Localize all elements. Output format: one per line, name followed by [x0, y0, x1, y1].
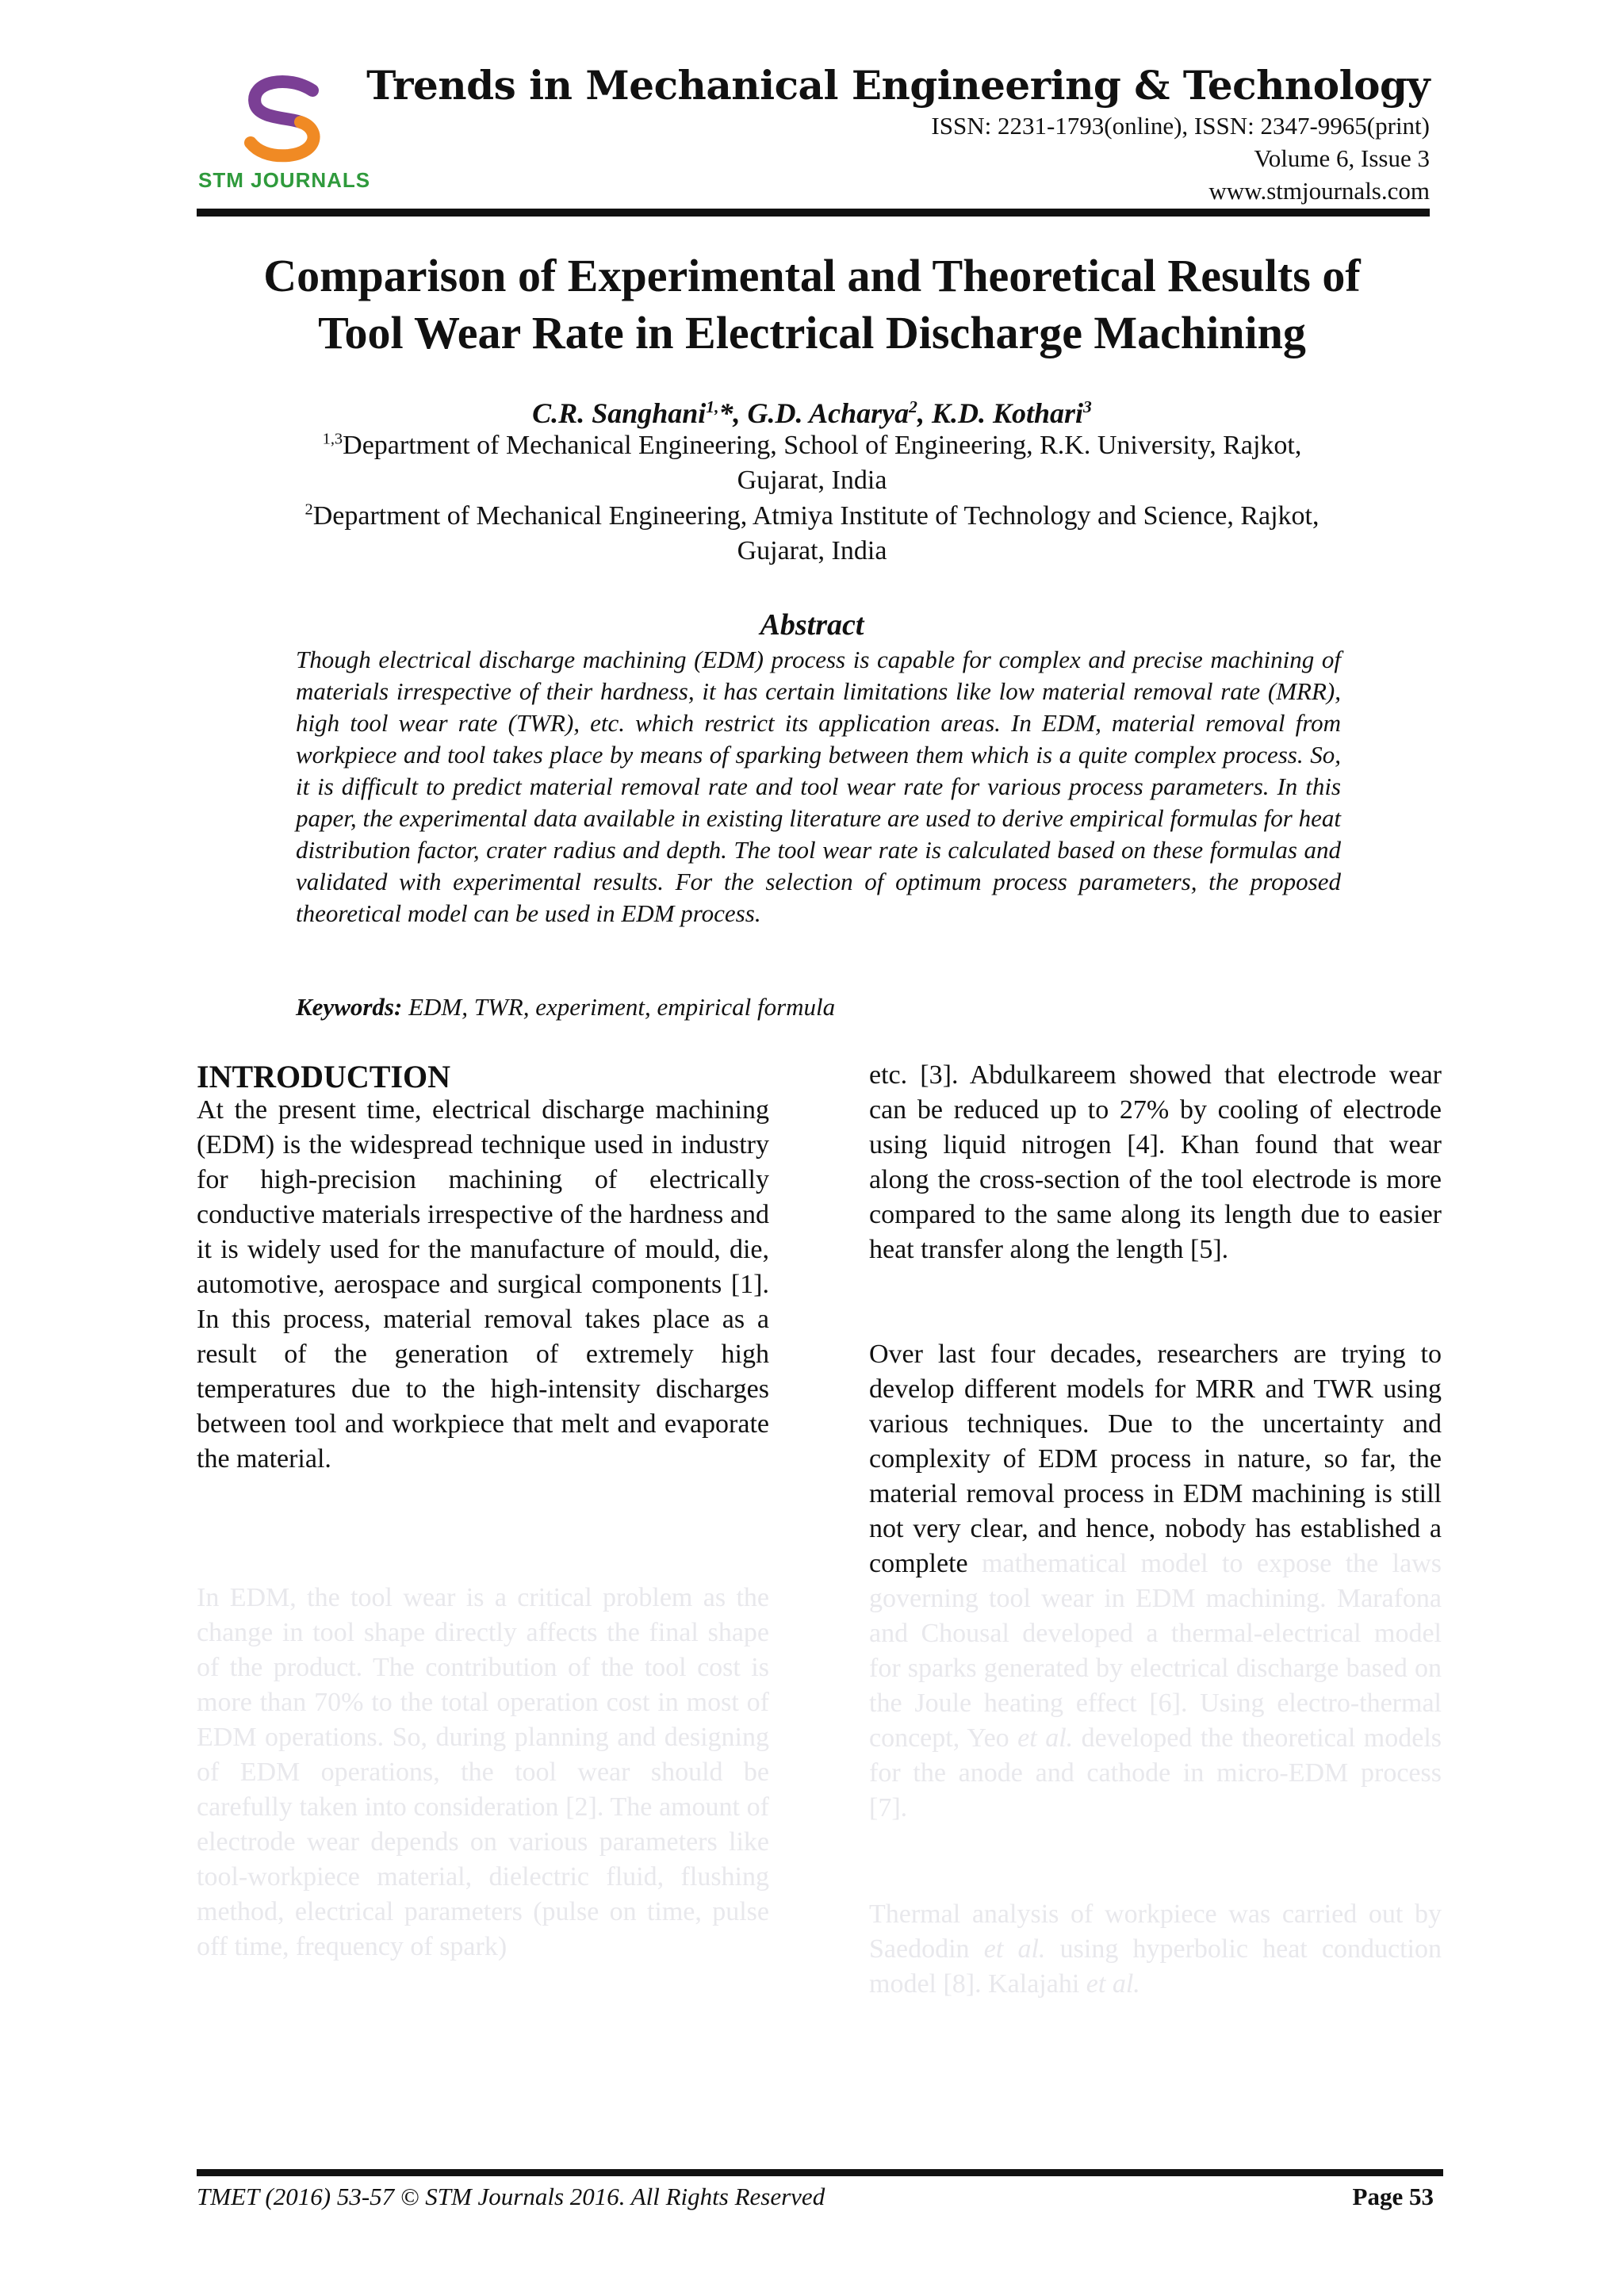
- author-3: , K.D. Kothari: [917, 397, 1084, 429]
- paper-title: [159, 247, 1465, 362]
- affiliation-1: [159, 428, 1465, 498]
- stm-logo-icon: [193, 73, 384, 168]
- section-heading-introduction: INTRODUCTION: [197, 1059, 451, 1094]
- author-2: G.D. Acharya: [747, 397, 910, 429]
- title-line-2: Tool Wear Rate in Electrical Discharge Machining: [318, 307, 1306, 358]
- affiliation-2: [159, 499, 1465, 569]
- journal-meta: [931, 109, 1430, 207]
- author-3-affil: 3: [1083, 397, 1092, 416]
- abstract-heading: Abstract: [760, 608, 864, 642]
- logo-text: STM JOURNALS: [198, 168, 371, 192]
- issn: ISSN: 2231-1793(online), ISSN: 2347-9965(print): [931, 112, 1430, 140]
- affiliation-2-sup: 2: [304, 500, 313, 519]
- author-2-affil: 2: [909, 397, 917, 416]
- right-paragraph-2-visible: Over last four decades, researchers are trying to develop different models for MRR and TWR using various techniques. Due to the uncertainty and complexity of EDM process in nature, so far, the material removal process in EDM machining is still not very clear, and hence, nobody has established a complete: [869, 1340, 1442, 1578]
- page-number: Page 53: [1352, 2183, 1434, 2210]
- abstract-text: Though electrical discharge machining (EDM) process is capable for complex and precise machining of materials irrespective of their hardness, it has certain limitations like low material removal rate (MRR), high tool wear rate (TWR), etc. which restrict its application areas. In EDM, material removal from workpiece and tool takes place by means of sparking between them which is a quite complex process. So, it is difficult to predict material removal rate and tool wear rate for various process parameters. In this paper, the experimental data available in existing literature are used to derive empirical formulas for heat distribution factor, crater radius and depth. The tool wear rate is calculated based on these formulas and validated with experimental results. For the selection of optimum process parameters, the proposed theoretical model can be used in EDM process.: [296, 646, 1341, 927]
- keywords-label: Keywords:: [296, 993, 403, 1021]
- footer-citation: TMET (2016) 53-57 © STM Journals 2016. All Rights Reserved: [197, 2183, 825, 2210]
- right-paragraph-2-faded: mathematical model to expose the laws governing tool wear in EDM machining. Marafona and Chousal developed a thermal-electrical model for sparks generated by electrical discharge based on the Joule heating effect [6]. Using electro-thermal concept, Yeo: [869, 1549, 1442, 1753]
- right-paragraph-2-end: developed the theoretical models for the anode and cathode in micro-EDM process [7].: [869, 1723, 1442, 1823]
- affiliation-1-sup: 1,3: [322, 430, 343, 448]
- right-paragraph-3-etal: et al.: [983, 1934, 1046, 1964]
- author-1-affil: 1,: [706, 397, 719, 416]
- journal-title: Trends in Mechanical Engineering & Technology: [366, 62, 1430, 109]
- right-paragraph-2: [869, 1337, 1442, 1826]
- right-paragraph-3-a: Thermal analysis of workpiece was carried out by Saedodin: [869, 1899, 1442, 1964]
- right-paragraph-1: etc. [3]. Abdulkareem showed that electrode wear can be reduced up to 27% by cooling of electrode using liquid nitrogen [4]. Khan found that wear along the cross-section of the tool electrode is more compared to the same along its length due to easier heat transfer along the length [5].: [869, 1060, 1442, 1264]
- affiliation-1-line-1: Department of Mechanical Engineering, School of Engineering, R.K. University, Rajkot,: [343, 431, 1302, 460]
- right-paragraph-2-etal: et al.: [1017, 1723, 1074, 1753]
- author-1-star: *,: [718, 397, 748, 429]
- right-paragraph-3-b: using hyperbolic heat conduction model [8]. Kalajahi: [869, 1934, 1442, 1999]
- author-list: [159, 397, 1465, 430]
- right-paragraph-3-etal-2: et al.: [1086, 1969, 1140, 1999]
- keywords-list: EDM, TWR, experiment, empirical formula: [402, 993, 836, 1021]
- header-rule: [197, 209, 1430, 217]
- intro-paragraph-1: At the present time, electrical discharge machining (EDM) is the widespread technique used in industry for high-precision machining of electrically conductive materials irrespective of the hardness and it is widely used for the manufacture of mould, die, automotive, aerospace and surgical components [1]. In this process, material removal takes place as a result of the generation of extremely high temperatures due to the high-intensity discharges between tool and workpiece that melt and evaporate the material.: [197, 1095, 769, 1474]
- right-paragraph-3: [869, 1897, 1442, 2002]
- affiliation-1-line-2: Gujarat, India: [737, 466, 887, 495]
- title-line-1: Comparison of Experimental and Theoretical Results of: [263, 250, 1361, 301]
- journal-website[interactable]: www.stmjournals.com: [1208, 177, 1430, 205]
- footer-rule: [197, 2169, 1443, 2176]
- affiliation-2-line-2: Gujarat, India: [737, 536, 887, 565]
- volume-issue: Volume 6, Issue 3: [1254, 144, 1430, 172]
- keywords: [296, 993, 1341, 1022]
- journal-logo: [193, 73, 384, 200]
- intro-paragraph-2: In EDM, the tool wear is a critical problem as the change in tool shape directly affects the final shape of the product. The contribution of the tool cost is more than 70% to the total operation cost in most of EDM operations. So, during planning and designing of EDM operations, the tool wear should be carefully taken into consideration [2]. The amount of electrode wear depends on various parameters like tool-workpiece material, dielectric fluid, flushing method, electrical parameters (pulse on time, pulse off time, frequency of spark): [197, 1583, 769, 1961]
- author-1: C.R. Sanghani: [532, 397, 707, 429]
- affiliation-2-line-1: Department of Mechanical Engineering, Atmiya Institute of Technology and Science, Rajkot,: [312, 501, 1320, 531]
